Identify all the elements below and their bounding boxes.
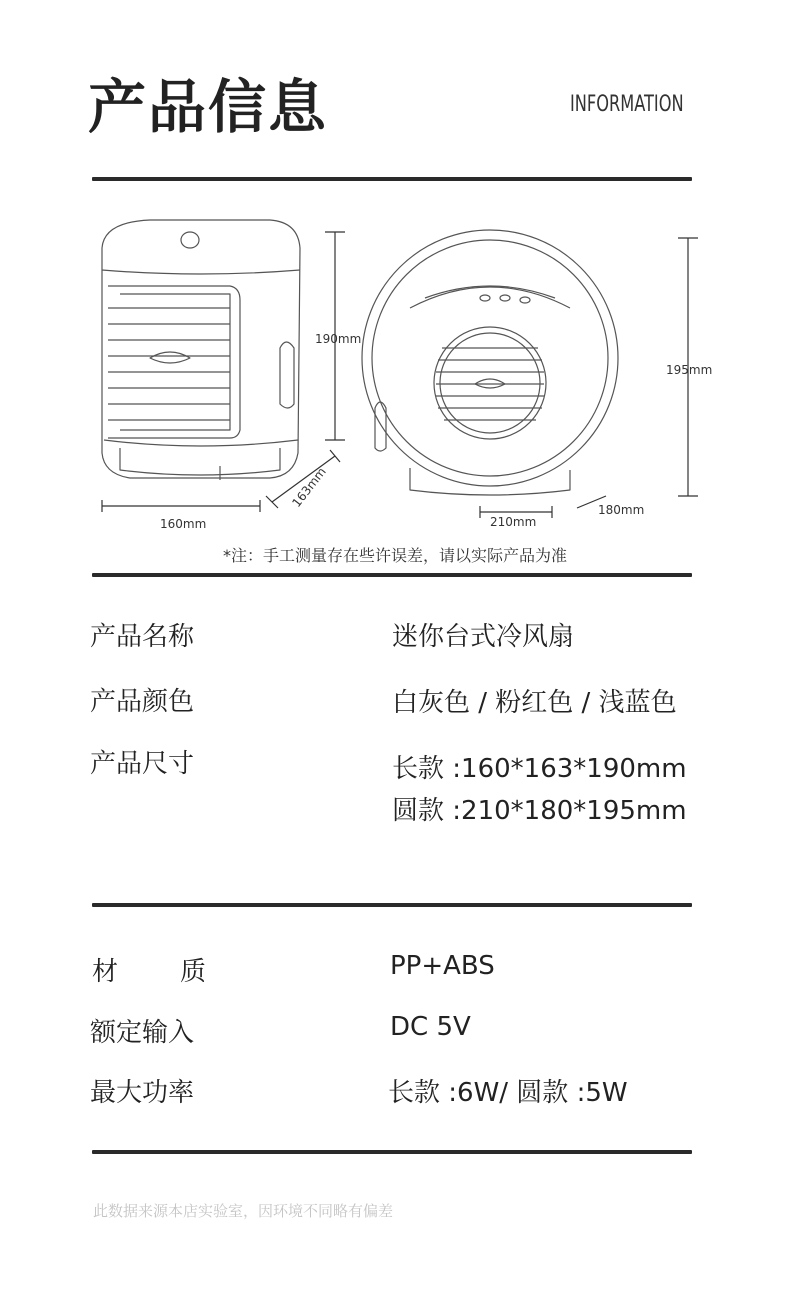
spec-label-material-part1: 材 [92,957,119,987]
measurement-note: *注：手工测量存在些许误差，请以实际产品为准 [222,546,567,565]
dim-round-width: 210mm [490,515,537,529]
spec-label-name: 产品名称 [90,622,195,652]
dim-tall-width: 160mm [160,517,207,531]
spec-value-size-round: 圆款 :210*180*195mm [392,796,687,826]
spec-value-name: 迷你台式冷风扇 [392,622,575,652]
dim-tall-height: 190mm [315,332,362,346]
spec-label-input: 额定输入 [90,1018,195,1048]
product-line-drawing [80,208,720,538]
footer-disclaimer: 此数据来源本店实验室，因环境不同略有偏差 [93,1202,394,1220]
spec-label-size: 产品尺寸 [90,749,195,779]
spec-label-color: 产品颜色 [90,687,195,717]
product-dimension-figure [80,208,720,538]
dim-round-height: 195mm [666,363,713,377]
spec-label-power: 最大功率 [90,1078,195,1108]
divider-after-figure [92,573,692,577]
spec-value-size-long: 长款 :160*163*190mm [392,754,687,784]
spec-label-material-part2: 质 [180,957,207,987]
divider-bottom [92,1150,692,1154]
spec-value-material: PP+ABS [390,951,495,981]
divider-top [92,177,692,181]
divider-middle [92,903,692,907]
spec-value-power: 长款 :6W/ 圆款 :5W [388,1078,628,1108]
spec-value-color: 白灰色 / 粉红色 / 浅蓝色 [392,688,677,718]
dim-tall-depth: 163mm [289,464,329,510]
page-title: 产品信息 [88,73,329,141]
page-subtitle: INFORMATION [570,92,684,117]
dim-round-depth: 180mm [598,503,645,517]
spec-value-input: DC 5V [390,1012,471,1042]
